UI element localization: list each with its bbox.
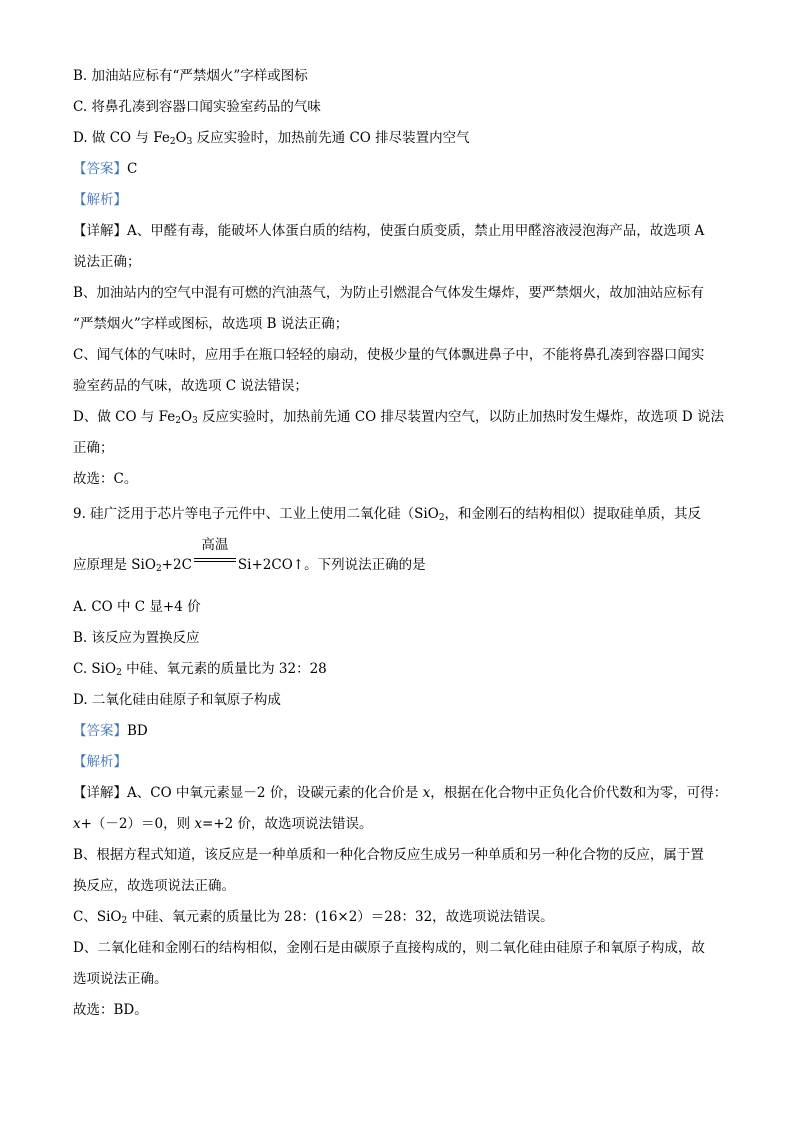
detail-2-line-4: 换反应，故选项说法正确。 [73,878,235,894]
detail-2-line-7: 选项说法正确。 [73,971,168,987]
question-9-option-c: C. SiO$_2$ 中硅、氧元素的质量比为 32：28 [73,661,327,678]
detail-2-line-6: D、二氧化硅和金刚石的结构相似，金刚石是由碳原子直接构成的，则二氧化硅由硅原子和氧原子构成，故 [73,940,705,956]
answer-1 [73,160,137,178]
option-c: C. 将鼻孔凑到容器口闻实验室药品的气味 [73,99,321,115]
question-9-option-d: D. 二氧化硅由硅原子和氧原子构成 [73,692,281,708]
answer-2 [73,722,148,740]
detail-1-line-5: C、闻气体的气味时，应用手在瓶口轻轻的扇动，使极少量的气体飘进鼻子中，不能将鼻孔凑到容器口闻实 [73,347,705,363]
detail-1-line-4: “严禁烟火”字样或图标，故选项 B 说法正确； [73,316,349,332]
analysis-tag-1: 【解析】 [73,192,127,208]
answer-value: C [127,161,138,177]
question-9-line-2: 应原理是 SiO$_2$+2C 高温 Si+2CO↑。下列说法正确的是 [73,537,426,574]
conclusion-2: 故选：BD。 [73,1002,148,1018]
detail-1-line-7: D、做 CO 与 $Fe_2O_3$ 反应实验时，加热前先通 CO 排尽装置内空气，以防止加热时发生爆炸，故选项 D 说法 [73,409,724,426]
question-9-option-a: A. CO 中 C 显+4 价 [73,599,201,615]
detail-2-line-3: B、根据方程式知道，该反应是一种单质和一种化合物反应生成另一种单质和另一种化合物的反应，属于置 [73,847,704,863]
detail-1-line-6: 验室药品的气味，故选项 C 说法错误； [73,378,308,394]
question-9-line-1: 9. 硅广泛用于芯片等电子元件中、工业上使用二氧化硅（SiO$_2$，和金刚石的结构相似）提取硅单质，其反 [73,506,702,523]
detail-1-line-2: 说法正确； [73,254,141,270]
answer-tag: 【答案】 [73,161,127,177]
answer-tag: 【答案】 [73,723,127,739]
conclusion-1: 故选：C。 [73,471,138,487]
option-d: D. 做 CO 与 $Fe_2O_3$ 反应实验时，加热前先通 CO 排尽装置内空气 [73,130,470,147]
answer-value: BD [127,723,148,739]
detail-1-line-3: B、加油站内的空气中混有可燃的汽油蒸气，为防止引燃混合气体发生爆炸，要严禁烟火，故加油站应标有 [73,285,704,301]
question-9-option-b: B. 该反应为置换反应 [73,630,200,646]
option-b: B. 加油站应标有“严禁烟火”字样或图标 [73,68,308,84]
detail-2-line-1: 【详解】A、CO 中氧元素显－2 价，设碳元素的化合价是 x，根据在化合物中正负化合价代数和为零，可得： [73,785,728,801]
reaction-condition: 高温 [201,537,229,553]
detail-1-line-1: 【详解】A、甲醛有毒，能破坏人体蛋白质的结构，使蛋白质变质，禁止用甲醛溶液浸泡海产品，故选项 A [73,223,705,239]
analysis-tag-2: 【解析】 [73,754,127,770]
detail-1-line-8: 正确； [73,440,114,456]
detail-2-line-2: x+（－2）＝0，则 x=+2 价，故选项说法错误。 [73,816,373,832]
detail-2-line-5: C、SiO$_2$ 中硅、氧元素的质量比为 28：(16×2）＝28：32，故选项说法错误。 [73,909,554,926]
reaction-arrow [192,537,238,569]
